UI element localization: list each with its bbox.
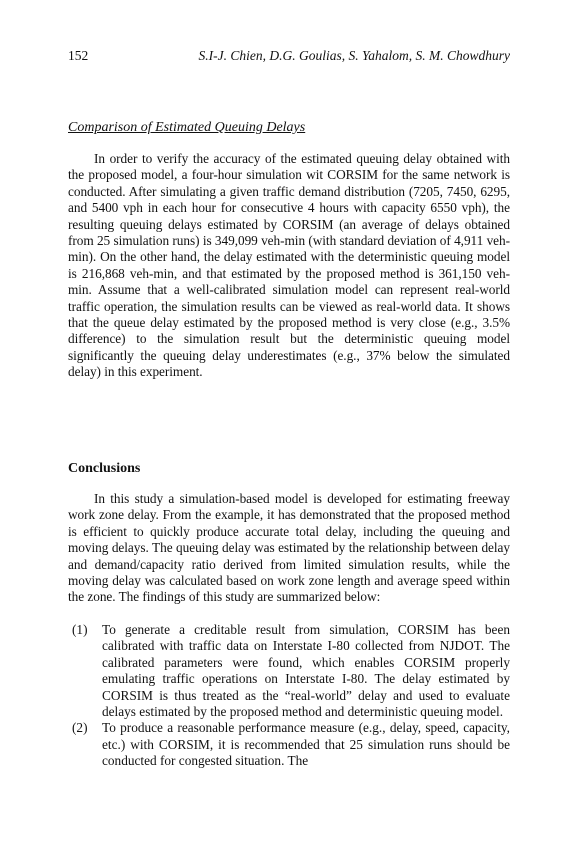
- finding-item-2: [72, 720, 510, 769]
- paragraph-comparison: In order to verify the accuracy of the estimated queuing delay obtained with the proposed model, a four-hour simulation wit CORSIM for the same network is conducted. After simulating a given traffic demand distribution (7205, 7450, 6295, and 5400 vph in each hour for consecutive 4 hours with capacity 6550 vph), the resulting queuing delays estimated by CORSIM (an average of delays obtained from 25 simulation runs) is 349,099 veh-min (with standard deviation of 4,911 veh-min). On the other hand, the delay estimated with the deterministic queuing model is 216,868 veh-min, and that estimated by the proposed method is 361,150 veh-min. Assume that a well-calibrated simulation model can represent real-world traffic operation, the simulation results can be viewed as real-world data. It shows that the queue delay estimated by the proposed method is very close (e.g., 3.5% difference) to the simulation result but the deterministic queuing model significantly the queuing delay underestimates (e.g., 37% below the simulated delay) in this experiment.: [68, 151, 510, 380]
- finding-marker: (2): [72, 720, 88, 736]
- finding-marker: (1): [72, 622, 88, 637]
- running-head-authors: S.I-J. Chien, D.G. Goulias, S. Yahalom, S. M. Chowdhury: [198, 48, 510, 63]
- paragraph-conclusions: In this study a simulation-based model is developed for estimating freeway work zone delay. From the example, it has demonstrated that the proposed method is efficient to quickly produce accurate total delay, including the queuing and moving delays. The queuing delay was estimated by the relationship between delay and demand/capacity ratio derived from limited simulation results, while the moving delay was calculated based on work zone length and average speed within the zone. The findings of this study are summarized below:: [68, 491, 510, 605]
- finding-item-1: [72, 622, 510, 720]
- finding-text: To generate a creditable result from simulation, CORSIM has been calibrated with traffic data on Interstate I-80 collected from NJDOT. The calibrated parameters were found, which enables CORSIM properly emulating traffic operations on Interstate I-80. The delay estimated by CORSIM is thus treated as the “real-world” delay and used to evaluate delays estimated by the proposed method and deterministic queuing model.: [102, 622, 510, 720]
- finding-text: To produce a reasonable performance measure (e.g., delay, speed, capacity, etc.) with CORSIM, it is recommended that 25 simulation runs should be conducted for congested situation. The: [102, 720, 510, 769]
- running-head: [68, 48, 510, 68]
- section-heading-conclusions: Conclusions: [68, 461, 141, 476]
- findings-list: [72, 622, 510, 770]
- page-number: 152: [68, 48, 89, 63]
- section-heading-comparison: Comparison of Estimated Queuing Delays: [68, 120, 306, 135]
